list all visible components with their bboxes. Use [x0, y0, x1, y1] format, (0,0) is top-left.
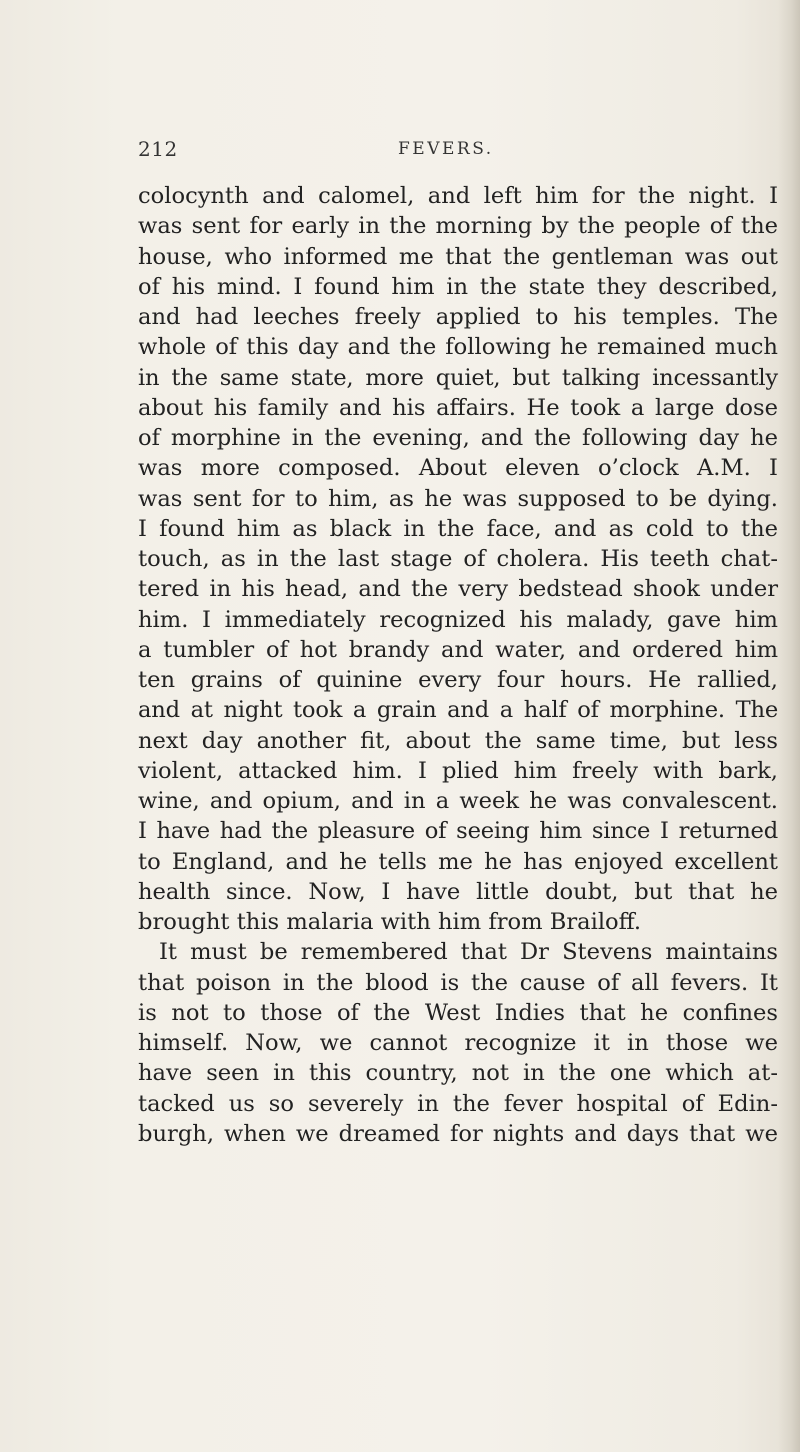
text-line: himself. Now, we cannot recognize it in those we: [138, 1030, 778, 1056]
text-line: tacked us so severely in the fever hospital of Edin-: [138, 1090, 778, 1117]
text-line: that poison in the blood is the cause of all fevers. It: [138, 969, 778, 996]
text-line: burgh, when we dreamed for nights and days that we: [138, 1120, 778, 1147]
text-line: I found him as black in the face, and as cold to the: [138, 515, 778, 542]
text-line: is not to those of the West Indies that he confines: [138, 999, 778, 1026]
page-header: [0, 137, 800, 167]
page-number: 212: [138, 137, 178, 161]
text-line: was sent for early in the morning by the people of the: [138, 213, 778, 240]
running-head: FEVERS.: [398, 139, 494, 159]
text-line: a tumbler of hot brandy and water, and ordered him: [138, 636, 778, 663]
text-line-paragraph-start: It must be remembered that Dr Stevens maintains: [159, 939, 778, 966]
text-line: of morphine in the evening, and the following day he: [138, 425, 778, 451]
text-line-paragraph-end: brought this malaria with him from Brailoff.: [138, 909, 642, 935]
text-line: him. I immediately recognized his malady, gave him: [138, 606, 778, 633]
body-text: [138, 181, 778, 1149]
text-line: next day another fit, about the same time, but less: [138, 727, 778, 754]
text-line: ten grains of quinine every four hours. He rallied,: [138, 667, 778, 693]
text-line: of his mind. I found him in the state they described,: [138, 273, 778, 300]
text-line: was more composed. About eleven o’clock A.M. I: [138, 455, 778, 482]
text-line: whole of this day and the following he remained much: [138, 334, 778, 361]
text-line: have seen in this country, not in the one which at-: [138, 1060, 778, 1087]
text-line: colocynth and calomel, and left him for the night. I: [138, 183, 778, 209]
page-edge-shadow: [778, 0, 800, 1452]
text-line: tered in his head, and the very bedstead shook under: [138, 576, 778, 603]
text-line: to England, and he tells me he has enjoyed excellent: [138, 848, 778, 875]
text-line: was sent for to him, as he was supposed to be dying.: [138, 485, 778, 512]
text-line: health since. Now, I have little doubt, but that he: [138, 878, 778, 905]
text-line: house, who informed me that the gentleman was out: [138, 243, 778, 270]
text-line: about his family and his affairs. He took a large dose: [138, 394, 778, 421]
text-line: wine, and opium, and in a week he was convalescent.: [138, 788, 778, 814]
text-line: and at night took a grain and a half of morphine. The: [138, 697, 778, 724]
text-line: violent, attacked him. I plied him freely with bark,: [138, 757, 778, 784]
text-line: I have had the pleasure of seeing him since I returned: [138, 818, 778, 845]
text-line: touch, as in the last stage of cholera. His teeth chat-: [138, 546, 778, 572]
text-line: in the same state, more quiet, but talking incessantly: [138, 364, 778, 391]
text-line: and had leeches freely applied to his temples. The: [138, 304, 778, 330]
